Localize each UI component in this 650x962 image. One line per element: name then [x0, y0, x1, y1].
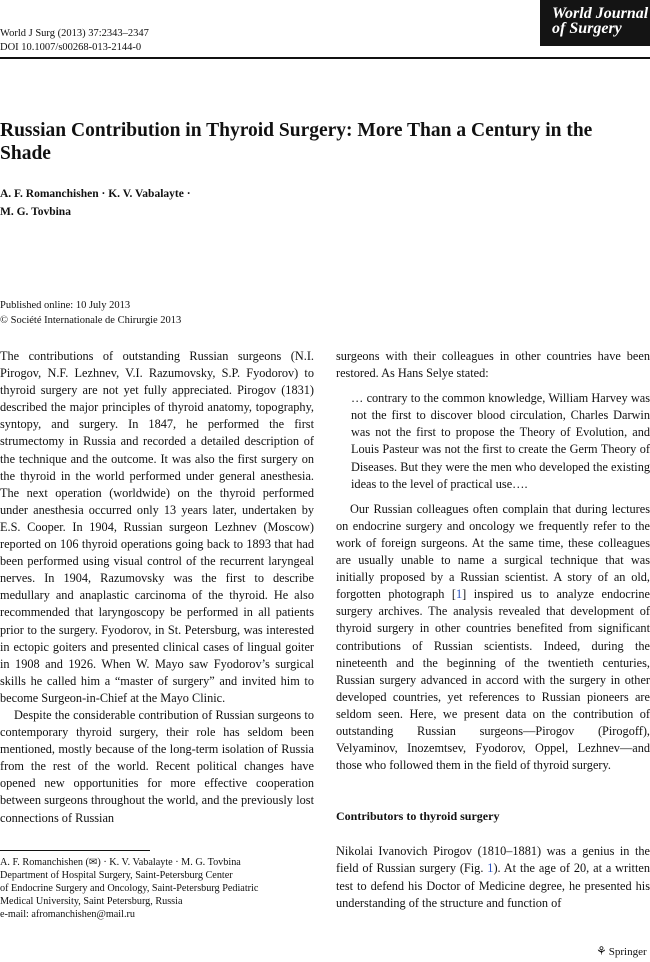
section-heading: Contributors to thyroid surgery — [336, 809, 500, 824]
publisher-mark — [596, 944, 647, 959]
author-list — [0, 185, 300, 221]
authors-line-1: A. F. Romanchishen · K. V. Vabalayte · — [0, 188, 191, 200]
paragraph-3-text-a: Our Russian colleagues often complain that during lectures on endocrine surgery and oncology we frequently refer to the work of foreign surgeons. At the same time, these colleagues are usually unable to name a surgical technique that was initially proposed by a Russian scientist. A story of an old, forgotten photograph [ — [336, 501, 650, 602]
paragraph-2: Despite the considerable contribution of Russian surgeons to contemporary thyroid surgery, their role has seldom been mentioned, mostly because of the long-term isolation of Russia from the rest of the world. Recent political changes have opened new opportunities for more effective cooperation between surgeons throughout the world, and the previously lost connections of Russian — [0, 707, 314, 825]
logo-line-2: of Surgery — [552, 20, 622, 37]
journal-reference: World J Surg (2013) 37:2343–2347 — [0, 28, 149, 39]
reference-link-1[interactable]: 1 — [456, 587, 463, 602]
header-rule — [0, 57, 650, 59]
footnote-department: Department of Hospital Surgery, Saint-Petersburg Center — [0, 870, 233, 881]
paragraph-4 — [336, 843, 650, 911]
publisher-name: Springer — [608, 946, 647, 958]
doi[interactable]: DOI 10.1007/s00268-013-2144-0 — [0, 42, 142, 53]
journal-logo — [540, 0, 650, 46]
paragraph-1: The contributions of outstanding Russian surgeons (N.I. Pirogov, N.F. Lezhnev, V.I. Razumovsky, S.P. Fyodorov) to thyroid surgery are not yet fully appreciated. Pirogov (1831) described the major principles of thyroid anatomy, topography, syntopy, and surgery. In 1847, he performed the first strumectomy in Russia and recorded a detailed description of the technique and the outcome. It was also the first surgery on the thyroid in the world performed under general anesthesia. The next operation (worldwide) on the thyroid performed under anesthesia occurred only 13 years later, undertaken by E.S. Cooper. In 1904, Russian surgeon Lezhnev (Moscow) reported on 106 thyroid operations going back to 1893 that had been performed using visual control of the recurrent laryngeal nerves. In 1904, Razumovsky was the first to describe medullary and anaplastic carcinoma of the thyroid. He also recommended that laryngoscopy be performed in all patients prior to the surgery. Fyodorov, in St. Petersburg, was interested in ectopic goiters and presented clinical cases of lingual goiter in 1908 and 1926. When W. Mayo saw Fyodorov’s surgical skills he called him a “master of surgery” and invited him to become Surgeon-in-Chief at the Mayo Clinic. — [0, 349, 314, 705]
logo-line-1: World Journal — [552, 5, 649, 22]
paragraph-3-text-b: ] inspired us to analyze endocrine surgery archives. The analysis revealed that development of thyroid surgery in other countries benefited from significant contributions of Russian scientists. Indeed, during the nineteenth and the beginning of the twentieth centuries, Russian surgery advanced in accord with the surgery in other developed countries, yet references to Russian pioneers are seldom seen. Here, we present data on the contribution of outstanding Russian surgeons—Pirogov (Pirogoff), Velyaminov, Inozemtsev, Fyodorov, Oppel, Lezhnev—and those who followed them in the field of thyroid surgery. — [336, 587, 650, 773]
paragraph-3 — [336, 501, 650, 775]
footnote-authors: A. F. Romanchishen (✉) · K. V. Vabalayte · M. G. Tovbina — [0, 857, 241, 868]
left-column — [0, 348, 314, 827]
published-date: Published online: 10 July 2013 — [0, 300, 131, 311]
paragraph-4-text-a: Nikolai Ivanovich Pirogov (1810–1881) was a genius in the field of Russian surgery (Fig. — [336, 844, 650, 876]
figure-link-1[interactable]: 1 — [487, 861, 494, 876]
authors-line-2: M. G. Tovbina — [0, 206, 71, 218]
footnote-university: Medical University, Saint Petersburg, Russia — [0, 896, 183, 907]
article-title: Russian Contribution in Thyroid Surgery: More Than a Century in the Shade — [0, 120, 593, 164]
publication-info — [0, 298, 181, 328]
selye-quote: … contrary to the common knowledge, William Harvey was not the first to discover blood circulation, Charles Darwin was not the first to propose the Theory of Evolution, and Louis Pasteur was not the first to create the Germ Theory of Diseases. But they were the men who developed the existing ideas to the level of practical use…. — [351, 391, 650, 491]
footnote-center: of Endocrine Surgery and Oncology, Saint-Petersburg Pediatric — [0, 883, 259, 894]
paragraph-2-continued: surgeons with their colleagues in other countries have been restored. As Hans Selye stated: — [336, 349, 650, 381]
author-affiliation-footnote — [0, 856, 314, 921]
footnote-rule — [0, 850, 150, 851]
springer-horse-icon: ⚘ — [596, 944, 607, 958]
paragraph-4-text-b: ). At the age of 20, at a written test to defend his Doctor of Medicine degree, he presented his understanding of the structure and function of — [336, 861, 650, 910]
copyright: © Société Internationale de Chirurgie 2013 — [0, 315, 182, 326]
footnote-email[interactable]: e-mail: afromanchishen@mail.ru — [0, 909, 135, 920]
right-column — [336, 348, 650, 912]
